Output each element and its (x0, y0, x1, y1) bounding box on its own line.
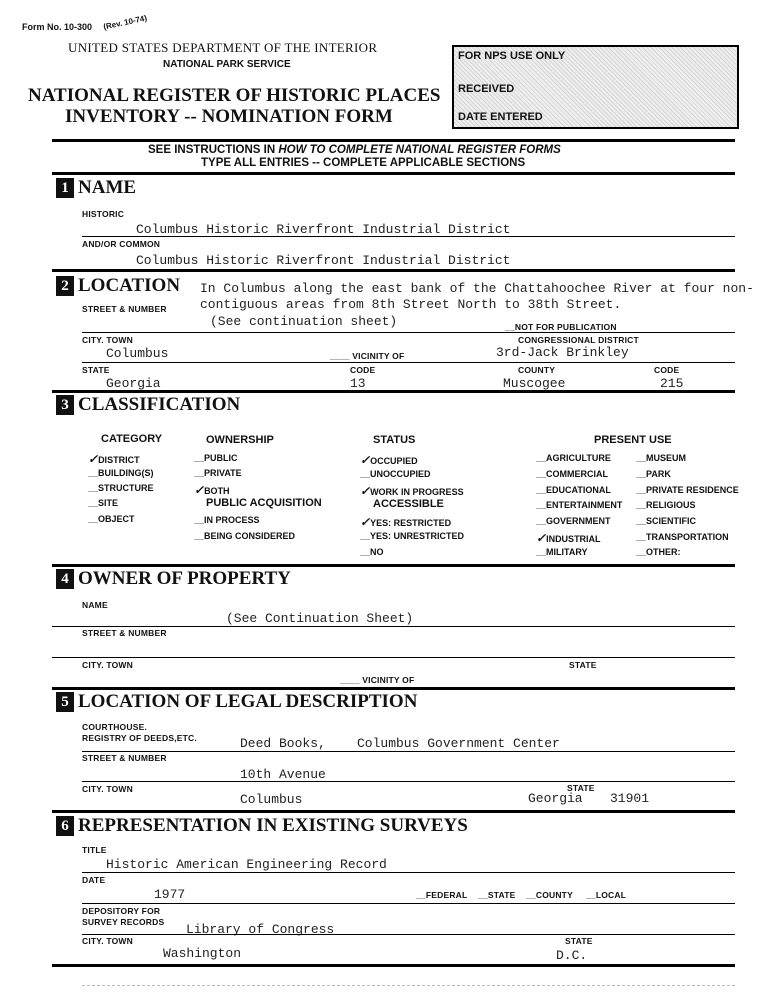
depository-underline (82, 934, 735, 935)
checkmark-icon: ✓ (360, 453, 371, 467)
legal-street-underline (82, 781, 735, 782)
section4-divider (52, 687, 735, 690)
county-code-label: CODE (654, 365, 680, 375)
use-educational-checkbox[interactable]: __EDUCATIONAL (536, 485, 611, 495)
use-entertainment-label: ENTERTAINMENT (546, 500, 623, 510)
section-title-surveys: REPRESENTATION IN EXISTING SURVEYS (78, 815, 468, 836)
common-name-label: AND/OR COMMON (82, 239, 161, 249)
category-header: CATEGORY (101, 433, 163, 445)
section-legal-heading (56, 691, 417, 713)
vicinity-of-text: VICINITY OF (352, 351, 405, 361)
registry-field-books[interactable]: Deed Books, (240, 736, 326, 751)
instructions-prefix: SEE INSTRUCTIONS IN (148, 144, 279, 156)
use-religious-label: RELIGIOUS (646, 500, 696, 510)
congressional-district-label: CONGRESSIONAL DISTRICT (518, 335, 639, 345)
acquisition-being-considered-checkbox[interactable]: __BEING CONSIDERED (194, 531, 296, 541)
section-number-4: 4 (56, 569, 74, 589)
instructions-guide-title: HOW TO COMPLETE NATIONAL REGISTER FORMS (278, 144, 561, 156)
registry-underline (82, 751, 735, 752)
section3-divider (52, 564, 735, 567)
use-government-label: GOVERNMENT (546, 516, 611, 526)
section5-divider (52, 810, 735, 813)
registry-label: REGISTRY OF DEEDS,ETC. (82, 733, 197, 743)
owner-name-field[interactable]: (See Continuation Sheet) (226, 611, 414, 626)
use-park-checkbox[interactable]: __PARK (636, 469, 671, 479)
use-commercial-checkbox[interactable]: __COMMERCIAL (536, 469, 609, 479)
use-educational-label: EDUCATIONAL (546, 485, 611, 495)
not-for-publication-checkbox[interactable]: __NOT FOR PUBLICATION (505, 322, 617, 332)
section-owner-heading (56, 568, 291, 590)
status-unoccupied-label: UNOCCUPIED (370, 469, 431, 479)
use-museum-label: MUSEUM (646, 453, 687, 463)
section1-divider (52, 269, 735, 272)
owner-name-underline (52, 626, 735, 627)
accessible-restricted-label: YES: RESTRICTED (370, 518, 452, 528)
survey-county-checkbox[interactable]: __COUNTY (526, 890, 573, 900)
section-title-classification: CLASSIFICATION (78, 394, 241, 415)
ownership-private-label: PRIVATE (204, 468, 242, 478)
street-underline (82, 332, 735, 333)
survey-title-label: TITLE (82, 845, 107, 855)
location-street-line3[interactable]: (See continuation sheet) (210, 314, 398, 329)
owner-city-label: CITY. TOWN (82, 660, 133, 670)
category-site-checkbox[interactable]: __SITE (88, 498, 119, 508)
form-title-line2: INVENTORY -- NOMINATION FORM (65, 106, 393, 127)
owner-vicinity-text: VICINITY OF (362, 675, 415, 685)
use-agriculture-checkbox[interactable]: __AGRICULTURE (536, 453, 611, 463)
status-work-in-progress-checkbox[interactable] (360, 484, 464, 499)
city-field[interactable]: Columbus (106, 346, 169, 361)
congressional-district-field[interactable]: 3rd-Jack Brinkley (496, 345, 629, 360)
legal-city-label: CITY. TOWN (82, 784, 133, 794)
legal-street-label: STREET & NUMBER (82, 753, 167, 763)
nps-use-only-box (452, 45, 739, 129)
registry-field-center[interactable]: Columbus Government Center (357, 736, 560, 751)
category-district-checkbox[interactable] (88, 452, 140, 467)
survey-federal-checkbox[interactable]: __FEDERAL (416, 890, 468, 900)
form-revision: (Rev. 10-74) (102, 13, 148, 32)
section-title-location: LOCATION (78, 275, 181, 296)
city-underline (82, 362, 735, 363)
survey-city-label: CITY. TOWN (82, 936, 133, 946)
section-title-legal: LOCATION OF LEGAL DESCRIPTION (78, 691, 418, 712)
county-code-field[interactable]: 215 (660, 376, 684, 391)
accessible-no-checkbox[interactable]: __NO (360, 547, 384, 557)
survey-state-label: STATE (565, 936, 593, 946)
section2-divider (52, 390, 735, 393)
section-title-name: NAME (78, 177, 137, 198)
category-site-label: SITE (98, 498, 119, 508)
ownership-both-label: BOTH (204, 486, 230, 496)
section-number-3: 3 (56, 395, 74, 415)
nps-use-only-label: FOR NPS USE ONLY (458, 50, 566, 62)
use-religious-checkbox[interactable]: __RELIGIOUS (636, 500, 696, 510)
status-work-in-progress-label: WORK IN PROGRESS (370, 487, 464, 497)
present-use-header: PRESENT USE (594, 434, 672, 446)
location-street-line1[interactable]: In Columbus along the east bank of the Chattahoochee River at four non- (200, 281, 754, 296)
code-label: CODE (350, 365, 376, 375)
owner-state-label: STATE (569, 660, 597, 670)
street-number-label: STREET & NUMBER (82, 304, 167, 314)
category-structure-label: STRUCTURE (98, 483, 154, 493)
category-district-label: DISTRICT (98, 455, 140, 465)
use-private-residence-checkbox[interactable]: __PRIVATE RESIDENCE (636, 485, 739, 495)
ownership-public-label: PUBLIC (204, 453, 238, 463)
status-unoccupied-checkbox[interactable]: __UNOCCUPIED (360, 469, 431, 479)
section-number-6: 6 (56, 816, 74, 836)
checkmark-icon: ✓ (536, 531, 547, 545)
use-entertainment-checkbox[interactable]: __ENTERTAINMENT (536, 500, 623, 510)
accessible-header: ACCESSIBLE (373, 498, 444, 510)
use-transportation-checkbox[interactable]: __TRANSPORTATION (636, 532, 729, 542)
legal-city-field[interactable]: Columbus (240, 792, 303, 807)
historic-name-field[interactable]: Columbus Historic Riverfront Industrial District (136, 222, 511, 237)
checkmark-icon: ✓ (194, 483, 205, 497)
use-museum-checkbox[interactable]: __MUSEUM (636, 453, 687, 463)
section-number-1: 1 (56, 178, 74, 198)
legal-street-field[interactable]: 10th Avenue (240, 767, 326, 782)
depository-field[interactable]: Library of Congress (186, 922, 335, 937)
ownership-both-checkbox[interactable] (194, 483, 230, 498)
use-private-residence-label: PRIVATE RESIDENCE (646, 485, 739, 495)
city-town-label: CITY. TOWN (82, 335, 133, 345)
use-military-label: MILITARY (546, 547, 588, 557)
state-code-field[interactable]: 13 (350, 376, 366, 391)
common-name-field[interactable]: Columbus Historic Riverfront Industrial District (136, 253, 511, 268)
use-commercial-label: COMMERCIAL (546, 469, 609, 479)
checkmark-icon: ✓ (360, 484, 371, 498)
owner-street-label: STREET & NUMBER (82, 628, 167, 638)
category-object-checkbox[interactable]: __OBJECT (88, 514, 135, 524)
header-divider (52, 139, 735, 142)
use-industrial-checkbox[interactable] (536, 531, 601, 546)
survey-title-field[interactable]: Historic American Engineering Record (106, 857, 387, 872)
acquisition-in-process-label: IN PROCESS (204, 515, 260, 525)
state-label: STATE (82, 365, 110, 375)
historic-label: HISTORIC (82, 209, 125, 219)
use-transportation-label: TRANSPORTATION (646, 532, 729, 542)
category-building-label: BUILDING(S) (98, 468, 154, 478)
acquisition-in-process-checkbox[interactable]: __IN PROCESS (194, 515, 260, 525)
ownership-public-checkbox[interactable]: __PUBLIC (194, 453, 238, 463)
section-location-heading (56, 275, 180, 297)
section-number-5: 5 (56, 692, 74, 712)
acquisition-being-considered-label: BEING CONSIDERED (204, 531, 296, 541)
instructions-line1 (148, 144, 561, 156)
category-object-label: OBJECT (98, 514, 135, 524)
use-other-checkbox[interactable]: __OTHER: (636, 547, 681, 557)
accessible-restricted-checkbox[interactable] (360, 515, 451, 530)
use-scientific-checkbox[interactable]: __SCIENTIFIC (636, 516, 697, 526)
use-military-checkbox[interactable]: __MILITARY (536, 547, 588, 557)
vicinity-of-label: ____ VICINITY OF (330, 351, 405, 361)
section-classification-heading (56, 394, 240, 416)
depository-label-line2: SURVEY RECORDS (82, 917, 165, 927)
owner-vicinity-label: ____ VICINITY OF (340, 675, 415, 685)
accessible-no-label: NO (370, 547, 384, 557)
public-acquisition-header: PUBLIC ACQUISITION (206, 497, 322, 509)
date-entered-label: DATE ENTERED (458, 111, 543, 123)
footer-faint-line (82, 985, 735, 986)
use-other-label: OTHER: (646, 547, 681, 557)
county-label: COUNTY (518, 365, 556, 375)
survey-date-underline (82, 903, 735, 904)
survey-city-field[interactable]: Washington (163, 946, 242, 961)
category-structure-checkbox[interactable]: __STRUCTURE (88, 483, 154, 493)
section-name-heading (56, 177, 136, 199)
section-number-2: 2 (56, 276, 74, 296)
accessible-unrestricted-checkbox[interactable]: __YES: UNRESTRICTED (360, 531, 465, 541)
survey-date-field[interactable]: 1977 (154, 887, 186, 902)
status-occupied-label: OCCUPIED (370, 456, 418, 466)
legal-state-field[interactable]: Georgia (528, 791, 583, 806)
survey-local-checkbox[interactable]: __LOCAL (586, 890, 627, 900)
instructions-line2: TYPE ALL ENTRIES -- COMPLETE APPLICABLE SECTIONS (201, 157, 526, 169)
ownership-private-checkbox[interactable]: __PRIVATE (194, 468, 242, 478)
section-title-owner: OWNER OF PROPERTY (78, 568, 291, 589)
courthouse-label: COURTHOUSE. (82, 722, 148, 732)
instructions-divider (52, 172, 735, 175)
service-name: NATIONAL PARK SERVICE (163, 59, 291, 70)
form-number: Form No. 10-300 (22, 22, 93, 32)
legal-state-label: STATE (567, 783, 595, 793)
state-field[interactable]: Georgia (106, 376, 161, 391)
use-agriculture-label: AGRICULTURE (546, 453, 611, 463)
county-field[interactable]: Muscogee (503, 376, 566, 391)
survey-date-label: DATE (82, 875, 106, 885)
ownership-header: OWNERSHIP (206, 434, 274, 446)
checkmark-icon: ✓ (360, 515, 371, 529)
legal-zip-field[interactable]: 31901 (610, 791, 650, 806)
category-building-checkbox[interactable]: __BUILDING(S) (88, 468, 154, 478)
owner-street-underline (52, 657, 735, 658)
accessible-unrestricted-label: YES: UNRESTRICTED (370, 531, 465, 541)
use-scientific-label: SCIENTIFIC (646, 516, 697, 526)
depository-label-line1: DEPOSITORY FOR (82, 906, 161, 916)
survey-state-field[interactable]: D.C. (556, 948, 588, 963)
owner-name-label: NAME (82, 600, 108, 610)
section6-divider (52, 964, 735, 967)
checkmark-icon: ✓ (88, 452, 99, 466)
use-industrial-label: INDUSTRIAL (546, 534, 601, 544)
use-government-checkbox[interactable]: __GOVERNMENT (536, 516, 611, 526)
department-name: UNITED STATES DEPARTMENT OF THE INTERIOR (68, 40, 378, 55)
received-label: RECEIVED (458, 83, 515, 95)
status-occupied-checkbox[interactable] (360, 453, 418, 468)
historic-underline (82, 236, 735, 237)
survey-title-underline (82, 872, 735, 873)
form-title-line1: NATIONAL REGISTER OF HISTORIC PLACES (28, 85, 441, 106)
location-street-line2[interactable]: contiguous areas from 8th Street North to 38th Street. (200, 297, 622, 312)
section-surveys-heading (56, 815, 468, 837)
survey-state-checkbox[interactable]: __STATE (478, 890, 516, 900)
status-header: STATUS (373, 434, 416, 446)
use-park-label: PARK (646, 469, 671, 479)
